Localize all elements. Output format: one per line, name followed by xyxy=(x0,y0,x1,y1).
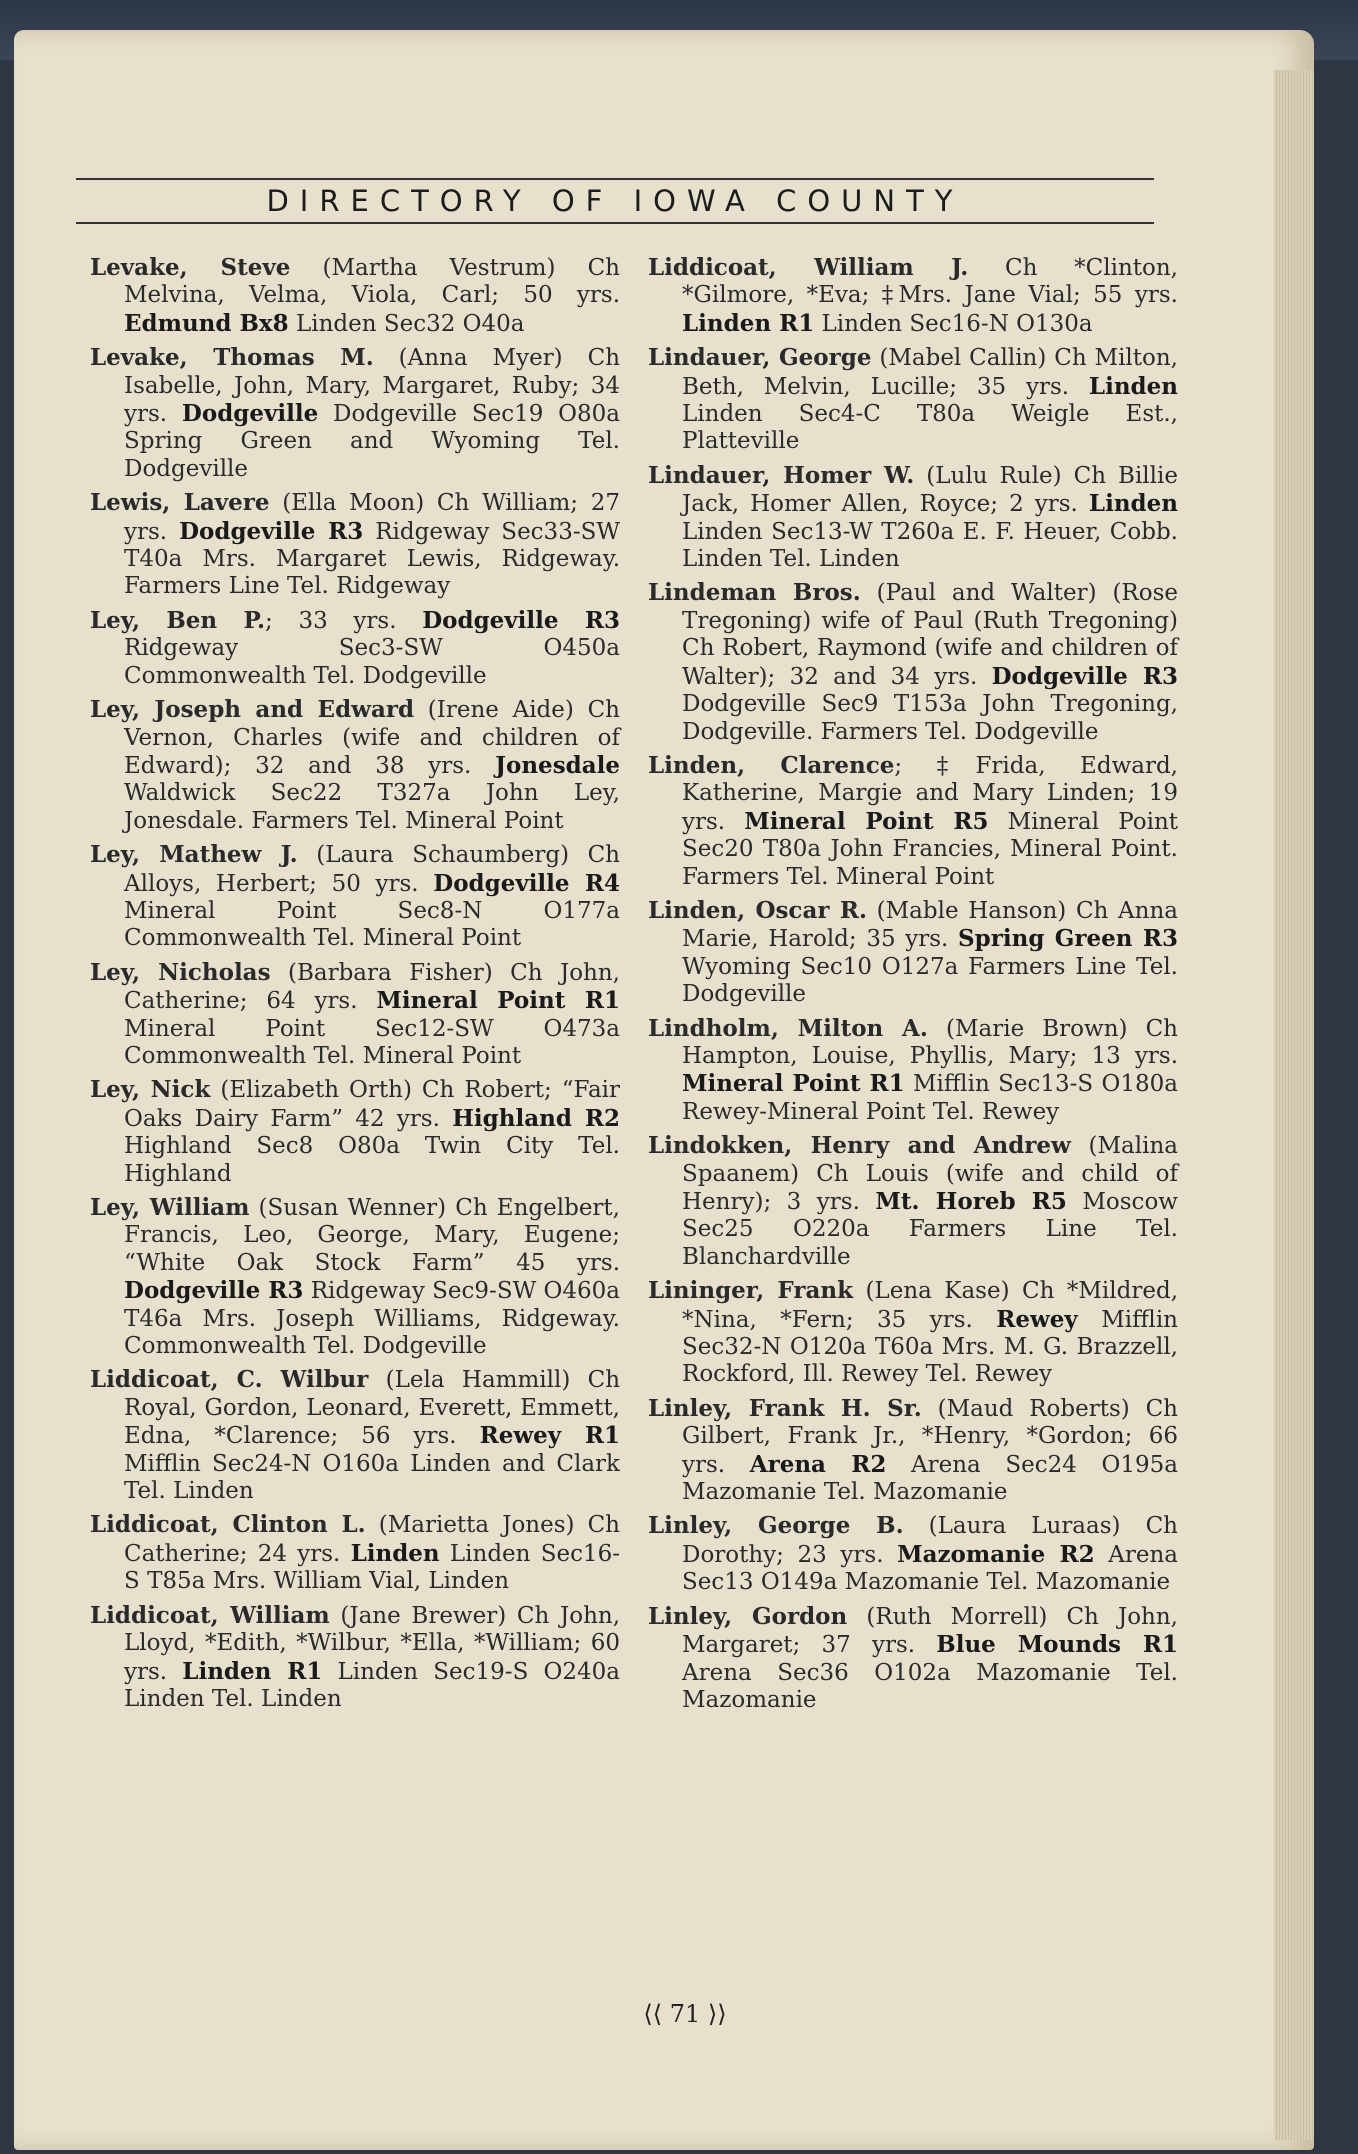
entry-post-office: Linden R1 xyxy=(182,1657,323,1685)
directory-entry xyxy=(648,344,1178,456)
entry-text: (Paul and Walter) (Rose Tregoning) wife of Paul (Ruth Tregoning) Ch Robert, Raymond (wife and children of Walter); 32 and 34 yrs. xyxy=(682,580,1179,690)
entry-text: (Lena Kase) Ch *Mildred, *Nina, *Fern; 35 yrs. xyxy=(682,1278,1178,1333)
entry-rest: Arena Sec24 O195a Mazomanie Tel. Mazomanie xyxy=(682,1451,1178,1506)
entry-post-office: Mineral Point R1 xyxy=(682,1070,905,1098)
entry-post-office: Dodgeville R4 xyxy=(433,869,621,897)
entry-post-office: Dodgeville xyxy=(181,400,319,428)
entry-text: (Mable Hanson) Ch Anna Marie, Harold; 35 yrs. xyxy=(682,897,1178,953)
right-ornament-icon: ⟩⟩ xyxy=(707,2000,727,2028)
directory-entry xyxy=(90,1194,620,1360)
entry-text: ; ‡Frida, Edward, Katherine, Margie and Mary Linden; 19 yrs. xyxy=(682,752,1178,835)
entry-post-office: Dodgeville R3 xyxy=(179,517,364,545)
directory-entry xyxy=(90,959,620,1071)
entry-rest: Linden Sec16-N O130a xyxy=(814,310,1093,337)
entry-name: Lindeman Bros. xyxy=(648,579,861,607)
directory-entry xyxy=(648,579,1178,745)
entry-name: Ley, Nicholas xyxy=(90,958,271,986)
entry-post-office: Rewey R1 xyxy=(479,1422,621,1450)
entry-post-office: Mineral Point R5 xyxy=(744,807,989,835)
entry-rest: Linden Sec13-W T260a E. F. Heuer, Cobb. Linden Tel. Linden xyxy=(682,518,1178,573)
page-edges xyxy=(1274,70,1314,2140)
directory-entry xyxy=(648,1132,1178,1271)
entry-post-office: Linden R1 xyxy=(682,309,815,337)
page-number: 71 xyxy=(669,2000,701,2028)
left-column xyxy=(90,254,620,1719)
entry-post-office: Linden xyxy=(1088,372,1178,400)
entry-name: Lewis, Lavere xyxy=(90,489,270,517)
entry-rest: Mifflin Sec13-S O180a Rewey-Mineral Point Tel. Rewey xyxy=(682,1071,1178,1125)
directory-entry xyxy=(90,489,620,601)
left-ornament-icon: ⟨⟨ xyxy=(643,2000,663,2028)
entry-post-office: Mazomanie R2 xyxy=(897,1540,1095,1568)
entry-name: Linley, Gordon xyxy=(648,1602,848,1630)
entry-post-office: Arena R2 xyxy=(749,1450,887,1478)
entry-rest: Ridgeway Sec33-SW T40a Mrs. Margaret Lewis, Ridgeway. Farmers Line Tel. Ridgeway xyxy=(124,518,620,600)
entry-name: Lininger, Frank xyxy=(648,1277,854,1305)
directory-entry xyxy=(648,1015,1178,1127)
entry-rest: Linden Sec32 O40a xyxy=(288,310,525,337)
entry-name: Lindauer, George xyxy=(648,344,872,372)
entry-text: (Jane Brewer) Ch John, Lloyd, *Edith, *Wilbur, *Ella, *William; 60 yrs. xyxy=(124,1602,621,1685)
entry-rest: Ridgeway Sec3-SW O450a Commonwealth Tel. Dodgeville xyxy=(124,635,620,689)
entry-post-office: Highland R2 xyxy=(452,1104,621,1132)
entry-text: (Lulu Rule) Ch Billie Jack, Homer Allen, Royce; 2 yrs. xyxy=(682,462,1178,518)
entry-post-office: Mt. Horeb R5 xyxy=(875,1188,1067,1215)
entry-name: Linley, George B. xyxy=(648,1512,904,1540)
entry-name: Ley, Mathew J. xyxy=(90,841,298,869)
page-header: DIRECTORY OF IOWA COUNTY xyxy=(266,184,964,218)
entry-rest: Ridgeway Sec9-SW O460a T46a Mrs. Joseph Williams, Ridgeway. Commonwealth Tel. Dodgeville xyxy=(124,1278,620,1360)
entry-text: (Malina Spaanem) Ch Louis (wife and child of Henry); 3 yrs. xyxy=(682,1133,1178,1215)
entry-post-office: Edmund Bx8 xyxy=(124,309,289,337)
entry-post-office: Rewey xyxy=(996,1305,1078,1333)
entry-text: (Ella Moon) Ch William; 27 yrs. xyxy=(124,490,620,545)
entry-name: Liddicoat, William J. xyxy=(648,254,969,281)
entry-rest: Dodgeville Sec19 O80a Spring Green and Wyoming Tel. Dodgeville xyxy=(124,401,620,482)
entry-text: (Marie Brown) Ch Hampton, Louise, Phyllis, Mary; 13 yrs. xyxy=(682,1015,1178,1069)
entry-text: (Ruth Morrell) Ch John, Margaret; 37 yrs. xyxy=(682,1603,1178,1659)
entry-text: (Irene Aide) Ch Vernon, Charles (wife and children of Edward); 32 and 38 yrs. xyxy=(124,697,620,779)
directory-entry xyxy=(90,841,620,953)
directory-entry xyxy=(90,1076,620,1188)
directory-entry xyxy=(648,752,1178,891)
entry-rest: Arena Sec13 O149a Mazomanie Tel. Mazomanie xyxy=(682,1541,1178,1596)
entry-name: Lindholm, Milton A. xyxy=(648,1014,928,1042)
entry-text: (Barbara Fisher) Ch John, Catherine; 64 yrs. xyxy=(124,959,620,1015)
entry-post-office: Blue Mounds R1 xyxy=(936,1631,1178,1659)
entry-post-office: Linden xyxy=(350,1539,440,1567)
entry-rest: Mifflin Sec24-N O160a Linden and Clark Tel. Linden xyxy=(124,1450,620,1505)
directory-entry xyxy=(90,1366,620,1505)
entry-rest: Wyoming Sec10 O127a Farmers Line Tel. Dodgeville xyxy=(682,953,1178,1008)
entry-text: (Elizabeth Orth) Ch Robert; “Fair Oaks Dairy Farm” 42 yrs. xyxy=(124,1077,621,1132)
page-number-footer xyxy=(560,2000,810,2028)
entry-post-office: Jonesdale xyxy=(495,751,620,779)
entry-name: Lindauer, Homer W. xyxy=(648,461,915,489)
header-rule-top xyxy=(76,178,1154,180)
directory-entry xyxy=(648,897,1178,1009)
entry-rest: Mifflin Sec32-N O120a T60a Mrs. M. G. Brazzell, Rockford, Ill. Rewey Tel. Rewey xyxy=(682,1306,1178,1388)
entry-name: Levake, Thomas M. xyxy=(90,344,374,372)
entry-text: (Anna Myer) Ch Isabelle, John, Mary, Margaret, Ruby; 34 yrs. xyxy=(124,345,621,428)
directory-entry xyxy=(648,254,1178,338)
entry-name: Linden, Clarence xyxy=(648,751,895,779)
entry-name: Ley, William xyxy=(90,1194,250,1221)
directory-entry xyxy=(90,696,620,835)
directory-entry xyxy=(648,1277,1178,1389)
entry-text: (Mabel Callin) Ch Milton, Beth, Melvin, Lucille; 35 yrs. xyxy=(682,345,1178,400)
entry-post-office: Dodgeville R3 xyxy=(422,606,620,634)
entry-name: Ley, Joseph and Edward xyxy=(90,696,415,724)
directory-entry xyxy=(648,462,1178,574)
entry-rest: Mineral Point Sec20 T80a John Francies, Mineral Point. Farmers Tel. Mineral Point xyxy=(682,808,1178,890)
entry-name: Levake, Steve xyxy=(90,254,291,281)
header-rule-bottom xyxy=(76,222,1154,224)
entry-post-office: Linden xyxy=(1088,490,1178,518)
entry-post-office: Dodgeville R3 xyxy=(991,662,1178,690)
entry-rest: Waldwick Sec22 T327a John Ley, Jonesdale. Farmers Tel. Mineral Point xyxy=(124,780,620,834)
entry-rest: Highland Sec8 O80a Twin City Tel. Highland xyxy=(124,1133,620,1187)
entry-name: Linley, Frank H. Sr. xyxy=(648,1394,922,1422)
directory-entry xyxy=(648,1512,1178,1596)
entry-text: (Laura Luraas) Ch Dorothy; 23 yrs. xyxy=(682,1513,1178,1568)
directory-entry xyxy=(648,1395,1178,1507)
entry-text: (Susan Wenner) Ch Engelbert, Francis, Leo, George, Mary, Eugene; “White Oak Stock Farm” 45 yrs. xyxy=(124,1195,620,1276)
entry-name: Ley, Nick xyxy=(90,1076,211,1104)
entry-name: Liddicoat, C. Wilbur xyxy=(90,1366,369,1394)
directory-entry xyxy=(648,1603,1178,1715)
entry-rest: Mineral Point Sec8-N O177a Commonwealth Tel. Mineral Point xyxy=(124,897,620,952)
entry-name: Liddicoat, Clinton L. xyxy=(90,1511,366,1539)
directory-entry xyxy=(90,254,620,338)
entry-text: (Marietta Jones) Ch Catherine; 24 yrs. xyxy=(124,1512,620,1567)
right-column xyxy=(648,254,1178,1720)
entry-name: Liddicoat, William xyxy=(90,1601,330,1629)
directory-entry xyxy=(90,344,620,483)
entry-name: Ley, Ben P. xyxy=(90,606,266,634)
entry-text: (Martha Vestrum) Ch Melvina, Velma, Viola, Carl; 50 yrs. xyxy=(124,255,620,309)
entry-name: Linden, Oscar R. xyxy=(648,896,867,924)
entry-text: Ch *Clinton, *Gilmore, *Eva; ‡Mrs. Jane Vial; 55 yrs. xyxy=(682,255,1178,309)
entry-text: (Laura Schaumberg) Ch Alloys, Herbert; 50 yrs. xyxy=(124,842,620,897)
entry-post-office: Spring Green R3 xyxy=(958,925,1179,953)
entry-rest: Linden Sec16-S T85a Mrs. William Vial, Linden xyxy=(124,1540,620,1595)
entry-rest: Dodgeville Sec9 T153a John Tregoning, Dodgeville. Farmers Tel. Dodgeville xyxy=(682,691,1178,745)
entry-name: Lindokken, Henry and Andrew xyxy=(648,1132,1071,1160)
directory-entry xyxy=(90,1511,620,1595)
entry-rest: Linden Sec19-S O240a Linden Tel. Linden xyxy=(124,1658,620,1712)
entry-post-office: Dodgeville R3 xyxy=(124,1277,304,1305)
entry-text: ; 33 yrs. xyxy=(265,607,423,634)
entry-text: (Maud Roberts) Ch Gilbert, Frank Jr., *Henry, *Gordon; 66 yrs. xyxy=(682,1395,1178,1478)
directory-entry xyxy=(90,607,620,690)
directory-entry xyxy=(90,1602,620,1714)
entry-rest: Mineral Point Sec12-SW O473a Commonwealth Tel. Mineral Point xyxy=(124,1015,620,1069)
entry-rest: Arena Sec36 O102a Mazomanie Tel. Mazomanie xyxy=(682,1659,1178,1713)
entry-rest: Moscow Sec25 O220a Farmers Line Tel. Blanchardville xyxy=(682,1189,1178,1270)
entry-post-office: Mineral Point R1 xyxy=(376,987,620,1015)
entry-rest: Linden Sec4-C T80a Weigle Est., Platteville xyxy=(682,401,1178,455)
entry-text: (Lela Hammill) Ch Royal, Gordon, Leonard, Everett, Emmett, Edna, *Clarence; 56 yrs. xyxy=(124,1367,621,1450)
